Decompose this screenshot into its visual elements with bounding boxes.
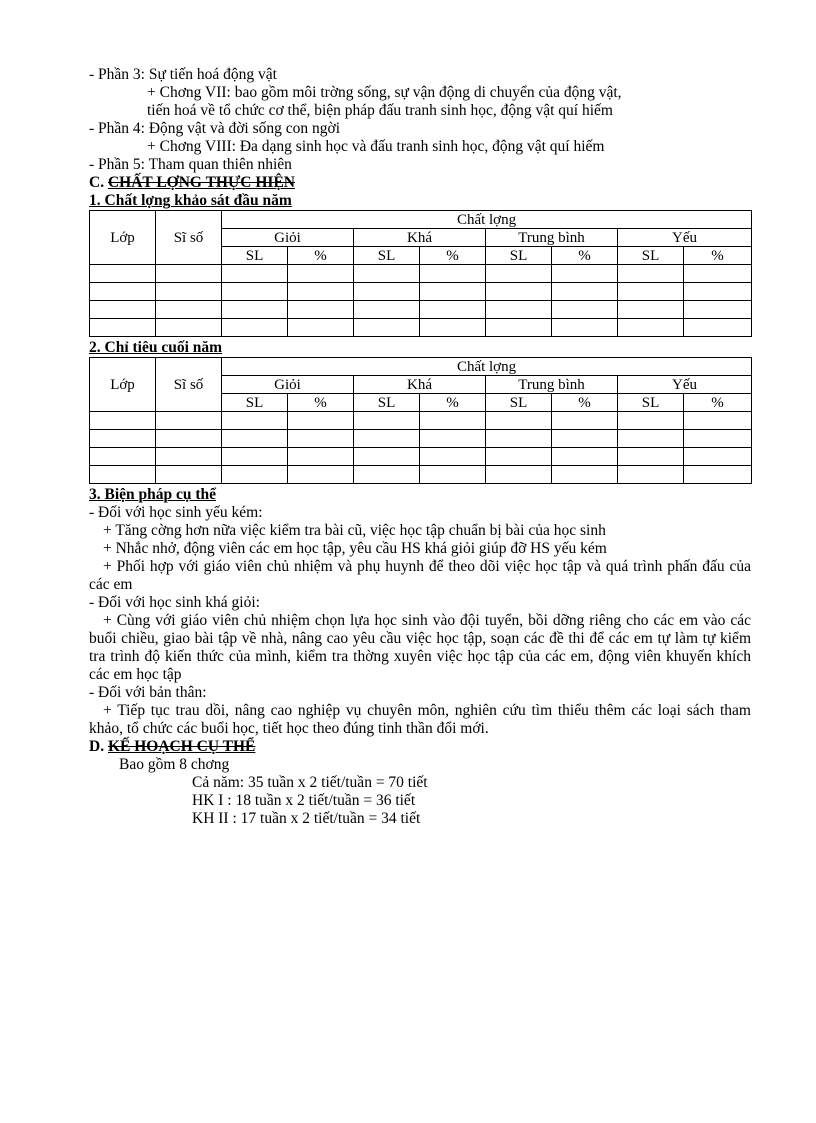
col-pct: %: [288, 247, 354, 265]
col-pct: %: [684, 247, 752, 265]
self-title: - Đối với bản thân:: [89, 684, 207, 701]
good-measure-1: + Cùng với giáo viên chủ nhiệm chọn lựa học sinh vào đội tuyển, bồi dỡng riêng cho các em vào các buổi chiều, giao bài tập về nhà, nâng cao yêu cầu việc học tập, soạn các đề thi để các em tự làm tự kiểm tra trình độ kiến thức của mình, kiểm tra thờng xuyên việc học tập của các em, động viên khuyến khích các em học tập: [89, 612, 751, 683]
target-heading: 2. Chỉ tiêu cuối năm: [89, 339, 223, 356]
section-c-title: CHẤT LỢNG THỰC HIỆN: [107, 174, 295, 191]
table-row: [90, 466, 752, 484]
col-kha: Khá: [354, 376, 486, 394]
weak-measure-1: + Tăng cờng hơn nữa việc kiểm tra bài cũ, việc học tập chuẩn bị bài của học sinh: [103, 522, 606, 539]
measures-heading: 3. Biện pháp cụ thể: [89, 486, 217, 503]
col-sl: SL: [486, 247, 552, 265]
col-si-so: Sĩ số: [156, 211, 222, 265]
plan-hk2: KH II : 17 tuần x 2 tiết/tuần = 34 tiết: [192, 810, 421, 827]
col-lop: Lớp: [90, 211, 156, 265]
plan-hk1: HK I : 18 tuần x 2 tiết/tuần = 36 tiết: [192, 792, 416, 809]
col-lop: Lớp: [90, 358, 156, 412]
good-students-title: - Đối với học sinh khá giỏi:: [89, 594, 260, 611]
col-pct: %: [420, 247, 486, 265]
col-gioi: Giỏi: [222, 376, 354, 394]
document-page: [89, 66, 751, 828]
table-row: [90, 265, 752, 283]
self-measure-1: + Tiếp tục trau dồi, nâng cao nghiệp vụ chuyên môn, nghiên cứu tìm thiểu thêm các loại sách tham khảo, tổ chức các buổi học, tiết học theo đúng tinh thần đổi mới.: [89, 702, 751, 737]
table-row: [90, 319, 752, 337]
table-row: [90, 448, 752, 466]
chapter8-line: + Chơng VIII: Đa dạng sinh học và đấu tranh sinh học, động vật quí hiếm: [147, 138, 605, 155]
col-sl: SL: [618, 394, 684, 412]
plan-year: Cả năm: 35 tuần x 2 tiết/tuần = 70 tiết: [192, 774, 428, 791]
target-table: [89, 357, 752, 484]
weak-students-title: - Đối với học sinh yếu kém:: [89, 504, 263, 521]
col-trung-binh: Trung bình: [486, 376, 618, 394]
survey-heading: 1. Chất lợng khảo sát đầu năm: [89, 192, 292, 209]
weak-measure-2: + Nhắc nhở, động viên các em học tập, yêu cầu HS khá giỏi giúp đỡ HS yếu kém: [103, 540, 607, 557]
col-trung-binh: Trung bình: [486, 229, 618, 247]
col-sl: SL: [354, 247, 420, 265]
col-chat-luong: Chất lợng: [222, 211, 752, 229]
col-si-so: Sĩ số: [156, 358, 222, 412]
col-sl: SL: [222, 247, 288, 265]
col-sl: SL: [618, 247, 684, 265]
col-yeu: Yếu: [618, 229, 752, 247]
section-c-heading: [89, 174, 751, 192]
col-pct: %: [552, 247, 618, 265]
col-pct: %: [420, 394, 486, 412]
weak-measure-3: + Phối hợp với giáo viên chủ nhiệm và phụ huynh để theo dõi việc học tập và quá trình phấn đấu của các em: [89, 558, 751, 593]
col-yeu: Yếu: [618, 376, 752, 394]
section-c-letter: C.: [89, 174, 105, 191]
col-pct: %: [288, 394, 354, 412]
survey-table: [89, 210, 752, 337]
part3-title: - Phần 3: Sự tiến hoá động vật: [89, 66, 277, 83]
chapter7-line1: + Chơng VII: bao gồm môi trờng sống, sự vận động di chuyển của động vật,: [147, 84, 622, 101]
col-kha: Khá: [354, 229, 486, 247]
plan-includes: Bao gồm 8 chơng: [119, 756, 230, 773]
table-row: [90, 301, 752, 319]
col-gioi: Giỏi: [222, 229, 354, 247]
table-row: [90, 412, 752, 430]
section-d-letter: D.: [89, 738, 105, 755]
col-sl: SL: [222, 394, 288, 412]
col-chat-luong: Chất lợng: [222, 358, 752, 376]
table-row: [90, 430, 752, 448]
table-row: [90, 283, 752, 301]
chapter7-line2: tiến hoá về tổ chức cơ thể, biện pháp đấu tranh sinh học, động vật quí hiếm: [147, 102, 613, 119]
section-d-title: KẾ HOẠCH CỤ THỂ: [107, 738, 256, 755]
section-d-heading: [89, 738, 751, 756]
col-sl: SL: [354, 394, 420, 412]
part4-title: - Phần 4: Động vật và đời sống con ngời: [89, 120, 341, 137]
col-sl: SL: [486, 394, 552, 412]
col-pct: %: [552, 394, 618, 412]
col-pct: %: [684, 394, 752, 412]
part5-title: - Phần 5: Tham quan thiên nhiên: [89, 156, 292, 173]
